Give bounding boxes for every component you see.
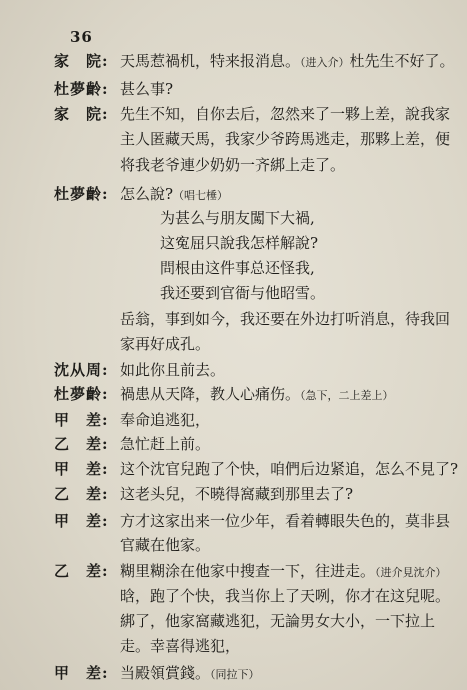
dialogue-text: 主人匿藏天馬，我家少爷跨馬逃走，那夥上差，便 (120, 130, 451, 148)
speaker-name: 乙 差: (54, 435, 109, 453)
stage-direction: （急下，二上差上） (300, 389, 394, 402)
dialogue-text: 禍患从天降，教人心痛伤。（急下，二上差上） (120, 385, 394, 403)
speaker-name: 杜夢齡: (54, 80, 109, 98)
dialogue-continuation (0, 152, 467, 178)
stage-direction: （唱七棰） (173, 189, 229, 202)
dialogue-text: 家再好成孔。 (120, 335, 211, 353)
dialogue-text: 糊里糊涂在他家中搜查一下，往进走。（进介見沈介） (120, 562, 447, 580)
dialogue-continuation (0, 306, 467, 332)
song-text: 問根由这件事总还怪我, (160, 259, 315, 277)
dialogue-text: 这老头兒，不曉得窩藏到那里去了? (120, 485, 354, 503)
speaker-name: 杜夢齡: (54, 185, 109, 203)
dialogue-text: 当殿領賞錢。（同拉下） (120, 664, 260, 682)
speaker-name: 甲 差: (54, 460, 109, 478)
song-text: 我还要到官衙与他昭雪。 (160, 284, 326, 302)
dialogue-text: 岳翁，事到如今，我还要在外边打听消息，待我回 (120, 310, 451, 328)
dialogue-line (0, 181, 467, 207)
speaker-name: 家 院: (54, 105, 109, 123)
speaker-name: 家 院: (54, 52, 109, 70)
dialogue-line (0, 76, 467, 102)
speaker-name: 甲 差: (54, 664, 109, 682)
dialogue-text: 这个沈官兒跑了个快，咱們后边紧追，怎么不見了? (120, 460, 459, 478)
dialogue-text: 先生不知，自你去后，忽然来了一夥上差，說我家 (120, 105, 451, 123)
dialogue-text: 天馬惹禍机，特来报消息。（进入介）杜先生不好了。 (120, 52, 455, 70)
dialogue-text: 官藏在他家。 (120, 536, 211, 554)
speaker-name: 甲 差: (54, 411, 109, 429)
dialogue-line (0, 101, 467, 127)
dialogue-text: 走。幸喜得逃犯， (120, 637, 241, 655)
dialogue-line (0, 357, 467, 383)
dialogue-continuation (0, 126, 467, 152)
dialogue-text: 怎么說?（唱七棰） (120, 185, 229, 203)
dialogue-line (0, 508, 467, 534)
stage-direction: （进入介） (300, 56, 350, 69)
speaker-name: 甲 差: (54, 512, 109, 530)
speaker-name: 沈从周: (54, 361, 109, 379)
dialogue-text: 急忙赶上前。 (120, 435, 211, 453)
dialogue-continuation (0, 633, 467, 659)
song-line (0, 255, 467, 281)
speaker-name: 乙 差: (54, 562, 109, 580)
stage-direction: （同拉下） (210, 668, 260, 681)
song-text: 这寃屈只說我怎样解說? (160, 234, 319, 252)
speaker-name: 乙 差: (54, 485, 109, 503)
dialogue-text: 奉命追逃犯， (120, 411, 211, 429)
song-line (0, 230, 467, 256)
speaker-name: 杜夢齡: (54, 385, 109, 403)
dialogue-text: 方才这家出来一位少年，看着轉眼失色的，莫非县 (120, 512, 451, 530)
dialogue-line (0, 48, 467, 74)
dialogue-line (0, 456, 467, 482)
dialogue-line (0, 407, 467, 433)
dialogue-continuation (0, 583, 467, 609)
dialogue-continuation (0, 331, 467, 357)
dialogue-text: 晗，跑了个快，我当你上了天咧，你才在这兒呢。 (120, 587, 451, 605)
song-line (0, 205, 467, 231)
dialogue-text: 将我老爷連少奶奶一齐綁上走了。 (120, 156, 346, 174)
dialogue-text: 綁了，他家窩藏逃犯，无論男女大小，一下拉上 (120, 612, 436, 630)
stage-direction: （进介見沈介） (375, 566, 447, 579)
dialogue-line (0, 381, 467, 407)
dialogue-text: 甚么事? (120, 80, 174, 98)
page-number: 36 (70, 28, 93, 46)
dialogue-tail: 杜先生不好了。 (349, 52, 455, 70)
dialogue-line (0, 481, 467, 507)
dialogue-line (0, 660, 467, 686)
dialogue-line (0, 558, 467, 584)
dialogue-text: 如此你且前去。 (120, 361, 226, 379)
song-text: 为甚么与朋友闖下大禍, (160, 209, 315, 227)
song-line (0, 280, 467, 306)
dialogue-line (0, 431, 467, 457)
dialogue-continuation (0, 532, 467, 558)
dialogue-continuation (0, 608, 467, 634)
